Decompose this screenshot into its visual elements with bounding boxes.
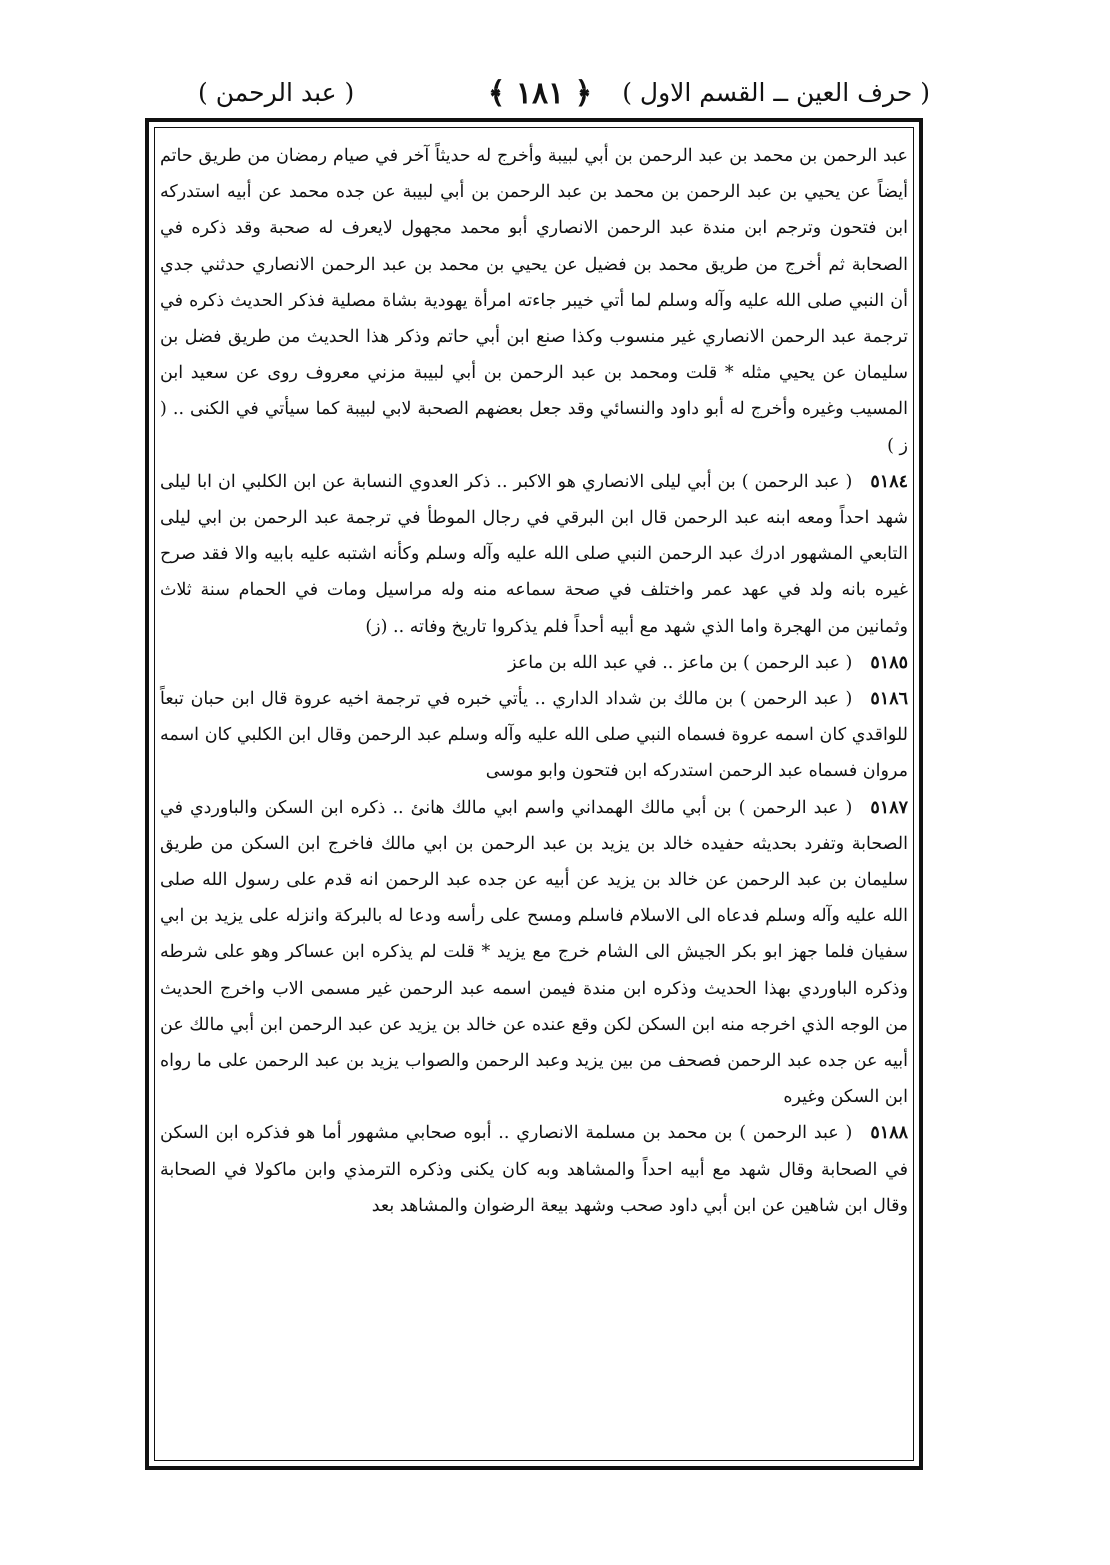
- entry-number: ٥١٨٤: [870, 471, 908, 492]
- entry-number: ٥١٨٧: [870, 797, 908, 818]
- text-body: [160, 138, 908, 1224]
- paragraph-continuation: [160, 138, 908, 464]
- entry-5188: [160, 1115, 908, 1224]
- entry-5187: [160, 790, 908, 1116]
- entry-text: ( عبد الرحمن ) بن أبي مالك الهمداني واسم ابي مالك هانئ .. ذكره ابن السكن والباوردي في الصحابة وتفرد بحديثه حفيده خالد بن يزيد بن عبد الرحمن بن ابي مالك فاخرج ابن السكن من طريق سليمان بن عبد الرحمن عن خالد بن يزيد عن أبيه عن جده عبد الرحمن انه قدم على رسول الله صلى الله عليه وآله وسلم فدعاه الى الاسلام فاسلم ومسح على رأسه ودعا له بالبركة وانزله على يزيد بن ابي سفيان فلما جهز ابو بكر الجيش الى الشام خرج مع يزيد * قلت لم يذكره ابن عساكر وهو على شرطه وذكره الباوردي بهذا الحديث وذكره ابن مندة فيمن اسمه عبد الرحمن غير مسمى الاب واخرج الحديث من الوجه الذي اخرجه منه ابن السكن لكن وقع عنده عن خالد بن يزيد عن عبد الرحمن ابن أبي مالك عن أبيه عن جده عبد الرحمن فصحف من بين يزيد وعبد الرحمن والصواب يزيد بن عبد الرحمن على ما رواه ابن السكن وغيره: [160, 797, 908, 1108]
- page-number: ﴿ ١٨١ ﴾: [487, 76, 593, 111]
- section-title: ( حرف العين ــ القسم الاول ): [622, 78, 930, 107]
- entry-number: ٥١٨٥: [870, 652, 908, 673]
- entry-5185: [160, 645, 908, 681]
- entry-5186: [160, 681, 908, 790]
- entry-5184: [160, 464, 908, 645]
- entry-text: ( عبد الرحمن ) بن أبي ليلى الانصاري هو الاكبر .. ذكر العدوي النسابة عن ابن الكلبي ان ابا ليلى شهد احداً ومعه ابنه عبد الرحمن قال ابن البرقي في رجال الموطأ في ترجمة عبد الرحمن بن ابي ليلى التابعي المشهور ادرك عبد الرحمن النبي صلى الله عليه وآله وسلم وكأنه اشتبه عليه بابيه والا فقد صرح غيره بانه ولد في عهد عمر واختلف في صحة سماعه منه وله مراسيل ومات في الحمام سنة ثلاث وثمانين من الهجرة واما الذي شهد مع أبيه أحداً فلم يذكروا تاريخ وفاته .. (ز): [160, 471, 908, 637]
- page-header: [150, 78, 930, 118]
- entry-text: ( عبد الرحمن ) بن مالك بن شداد الداري .. يأتي خبره في ترجمة اخيه عروة قال ابن حبان تبعاً للواقدي كان اسمه عروة فسماه النبي صلى الله عليه وآله وسلم عبد الرحمن وقال ابن الكلبي كان اسمه مروان فسماه عبد الرحمن استدركه ابن فتحون وابو موسى: [160, 689, 908, 782]
- entry-number: ٥١٨٨: [870, 1123, 908, 1144]
- entry-text: ( عبد الرحمن ) بن ماعز .. في عبد الله بن ماعز: [508, 652, 853, 673]
- paragraph-text: عبد الرحمن بن محمد بن عبد الرحمن بن أبي لبيبة وأخرج له حديثاً آخر في صيام رمضان من طريق حاتم أيضاً عن يحيي بن عبد الرحمن بن محمد بن عبد الرحمن بن أبي لبيبة عن جده محمد عن أبيه استدركه ابن فتحون وترجم ابن مندة عبد الرحمن الانصاري أبو محمد مجهول لايعرف له صحبة وقد ذكره في الصحابة ثم أخرج من طريق محمد بن فضيل عن يحيي بن محمد بن عبد الرحمن الانصاري حدثني جدي أن النبي صلى الله عليه وآله وسلم لما أتي خيبر جاءته امرأة يهودية بشاة مصلية فذكر الحديث ذكره في ترجمة عبد الرحمن الانصاري غير منسوب وكذا صنع ابن أبي حاتم وذكر هذا الحديث من طريق فضل بن سليمان عن يحيي مثله * قلت ومحمد بن عبد الرحمن بن أبي لبيبة مزني معروف روى عن سعيد ابن المسيب وغيره وأخرج له أبو داود والنسائي وقد جعل بعضهم الصحبة لابي لبيبة كما سيأتي في الكنى .. ( ز ): [160, 146, 908, 456]
- entry-text: ( عبد الرحمن ) بن محمد بن مسلمة الانصاري .. أبوه صحابي مشهور أما هو فذكره ابن السكن في الصحابة وقال شهد مع أبيه احداً والمشاهد وبه كان يكنى وذكره الترمذي وابن ماكولا في الصحابة وقال ابن شاهين عن ابن أبي داود صحب وشهد بيعة الرضوان والمشاهد بعد: [160, 1123, 908, 1216]
- entry-number: ٥١٨٦: [870, 689, 908, 710]
- running-name: ( عبد الرحمن ): [198, 78, 355, 107]
